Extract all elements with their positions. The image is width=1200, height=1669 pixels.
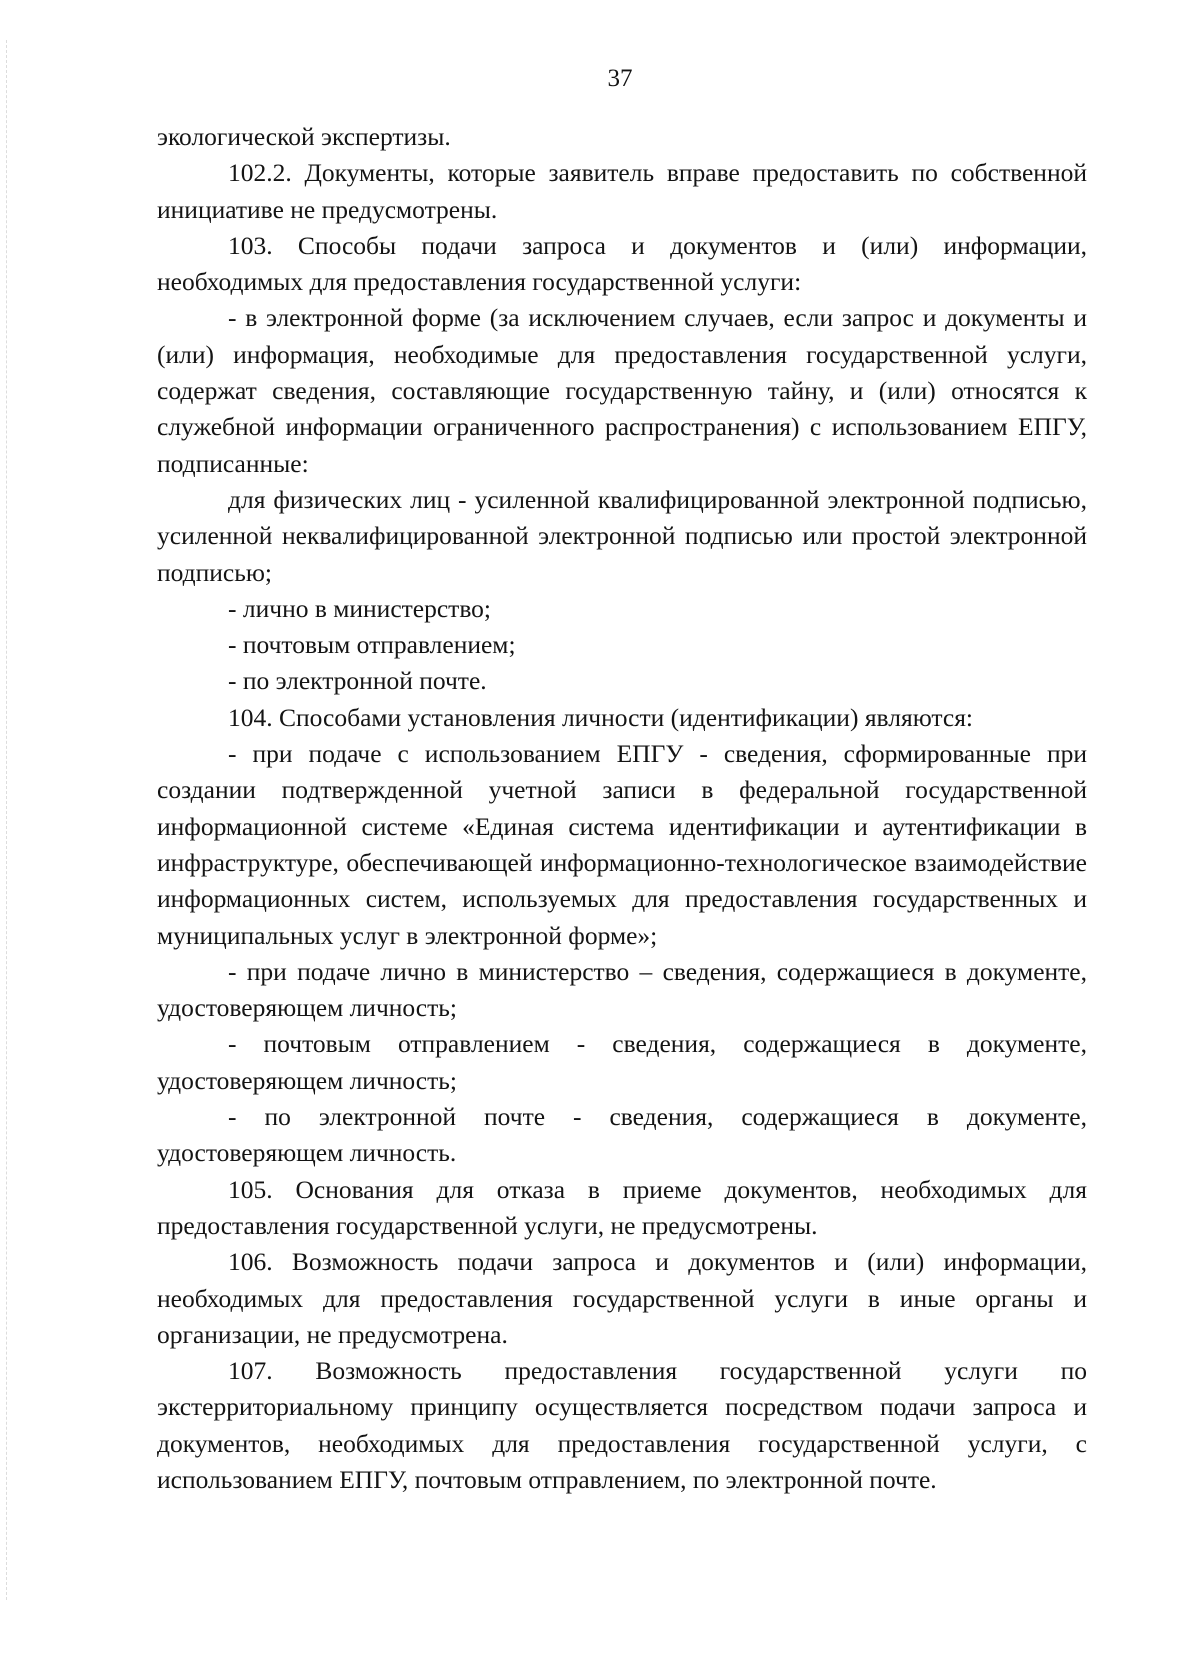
paragraph-individuals-signature: для физических лиц - усиленной квалифицированной электронной подписью, усиленной неквалифицированной электронной подписью или простой электронной подписью;: [157, 484, 1087, 587]
list-item-email: - по электронной почте.: [228, 666, 487, 696]
paragraph-106: 106. Возможность подачи запроса и документов и (или) информации, необходимых для предоставления государственной услуги в иные органы и организации, не предусмотрена.: [157, 1247, 1087, 1349]
list-item-in-person-identification: - при подаче лично в министерство – сведения, содержащиеся в документе, удостоверяющем личность;: [157, 956, 1087, 1023]
paragraph-105: 105. Основания для отказа в приеме документов, необходимых для предоставления государственной услуги, не предусмотрены.: [157, 1174, 1087, 1240]
paragraph-ecological-expertise-end: экологической экспертизы.: [157, 122, 451, 151]
paragraph-107: 107. Возможность предоставления государственной услуги по экстерриториальному принципу осуществляется посредством подачи запроса и документов, необходимых для предоставления государственной услуги, с использованием ЕПГУ, почтовым отправлением, по электронной почте.: [157, 1356, 1087, 1494]
list-item-electronic-form: - в электронной форме (за исключением случаев, если запрос и документы и (или) информация, необходимые для предоставления государственной услуги, содержат сведения, составляющие государственную тайну, и (или) относятся к служебной информации ограниченного распространения) с использованием ЕПГУ, подписанные:: [157, 303, 1087, 478]
list-item-postal-identification: - почтовым отправлением - сведения, содержащиеся в документе, удостоверяющем личность;: [157, 1029, 1087, 1095]
list-item-epgu-identification: - при подаче с использованием ЕПГУ - сведения, сформированные при создании подтвержденной учетной записи в федеральной государственной информационной системе «Единая система идентификации и аутентификации в инфраструктуре, обеспечивающей информационно-технологическое взаимодействие информационных систем, используемых для предоставления государственных и муниципальных услуг в электронной форме»;: [157, 739, 1087, 950]
list-item-in-person: - лично в министерство;: [228, 593, 492, 623]
paragraph-104: 104. Способами установления личности (идентификации) являются:: [228, 702, 974, 732]
scan-edge-mark: [6, 40, 7, 1600]
page-number: 37: [607, 65, 633, 92]
document-body: [157, 119, 1087, 1498]
list-item-email-identification: - по электронной почте - сведения, содержащиеся в документе, удостоверяющем личность.: [157, 1102, 1087, 1168]
paragraph-103: 103. Способы подачи запроса и документов и (или) информации, необходимых для предоставления государственной услуги:: [157, 230, 1087, 297]
list-item-postal: - почтовым отправлением;: [228, 630, 516, 660]
paragraph-102-2: 102.2. Документы, которые заявитель вправе предоставить по собственной инициативе не предусмотрены.: [157, 158, 1087, 224]
